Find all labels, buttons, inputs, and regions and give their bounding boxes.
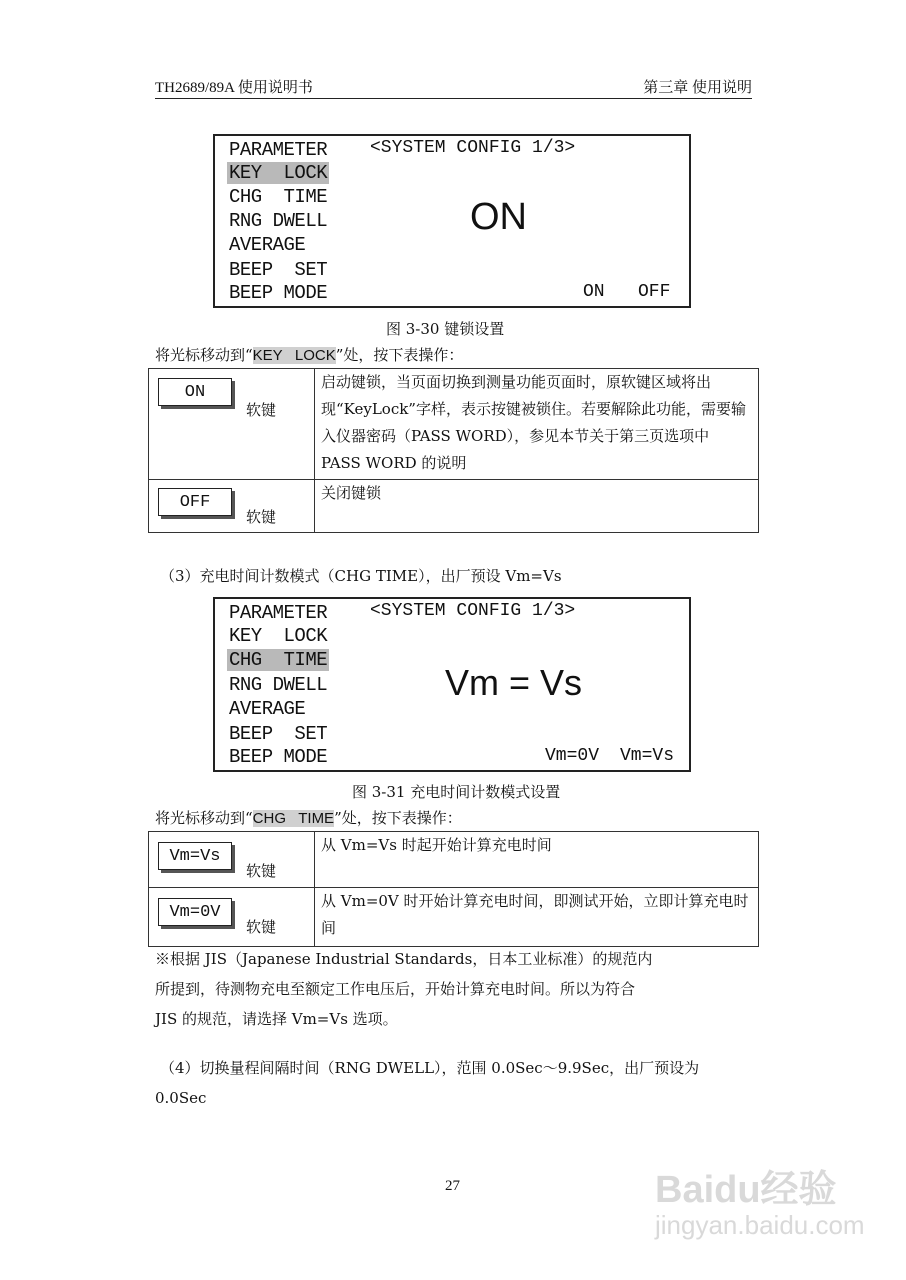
- table-row: [149, 832, 759, 888]
- lcd-value: Vm = Vs: [445, 662, 583, 703]
- description-cell: 从 Vm=Vs 时起开始计算充电时间: [315, 832, 759, 888]
- lcd-screen-chg-time: [213, 597, 691, 772]
- instruction-highlight: KEY LOCK: [252, 347, 336, 364]
- menu-item-beep-set: BEEP SET: [229, 723, 328, 745]
- figure-caption-3-30: 图 3-30 键锁设置: [386, 320, 505, 338]
- key-cell: [149, 888, 315, 947]
- lcd-option-vm-vs: Vm=Vs: [620, 746, 675, 766]
- description-cell: 关闭键锁: [315, 480, 759, 533]
- key-cell: [149, 480, 315, 533]
- menu-item-chg-time: CHG TIME: [229, 186, 328, 208]
- on-softkey[interactable]: ON: [158, 378, 232, 406]
- baidu-watermark-url: jingyan.baidu.com: [655, 1210, 865, 1240]
- instruction-suffix: ”处，按下表操作：: [334, 809, 462, 827]
- menu-item-chg-time: CHG TIME: [229, 649, 328, 671]
- figure-caption-3-31: 图 3-31 充电时间计数模式设置: [352, 783, 561, 801]
- key-cell: [149, 369, 315, 480]
- instruction-prefix: 将光标移动到“: [155, 809, 253, 827]
- vm-0v-softkey[interactable]: Vm=0V: [158, 898, 232, 926]
- menu-item-key-lock: KEY LOCK: [229, 162, 328, 184]
- menu-item-beep-set: BEEP SET: [229, 259, 328, 281]
- note-line: JIS 的规范，请选择 Vm=Vs 选项。: [155, 1010, 398, 1028]
- menu-item-parameter: PARAMETER: [229, 139, 328, 161]
- menu-item-rng-dwell: RNG DWELL: [229, 210, 328, 232]
- menu-item-beep-mode: BEEP MODE: [229, 282, 328, 304]
- instruction-highlight: CHG TIME: [252, 810, 335, 827]
- chg-time-table: [148, 831, 759, 947]
- table-row: [149, 480, 759, 533]
- menu-item-parameter: PARAMETER: [229, 602, 328, 624]
- off-softkey[interactable]: OFF: [158, 488, 232, 516]
- instruction-key-lock: [155, 345, 463, 366]
- softkey-label: 软键: [246, 862, 277, 880]
- menu-item-beep-mode: BEEP MODE: [229, 746, 328, 768]
- menu-item-rng-dwell: RNG DWELL: [229, 674, 328, 696]
- baidu-watermark-logo: Baidu经验: [655, 1169, 837, 1211]
- lcd-option-vm-0v: Vm=0V: [545, 746, 600, 766]
- page-number: 27: [445, 1178, 460, 1194]
- key-lock-table: [148, 368, 759, 533]
- menu-item-average: AVERAGE: [229, 698, 306, 720]
- header-rule: [155, 98, 752, 99]
- instruction-suffix: ”处，按下表操作：: [335, 346, 464, 364]
- key-cell: [149, 832, 315, 888]
- vm-vs-softkey[interactable]: Vm=Vs: [158, 842, 232, 870]
- section-4-text: [155, 1053, 700, 1113]
- note-line: ※根据 JIS（Japanese Industrial Standards，日本工业标准）的规范内: [155, 950, 653, 968]
- description-cell: 启动键锁，当页面切换到测量功能页面时，原软键区域将出现“KeyLock”字样，表示按键被锁住。若要解除此功能，需要输入仪器密码（PASS WORD），参见本节关于第三页选项中 PASS WORD 的说明: [315, 369, 759, 480]
- lcd-value: ON: [470, 196, 527, 238]
- section-4-line: 0.0Sec: [155, 1089, 207, 1107]
- table-row: [149, 888, 759, 947]
- menu-item-average: AVERAGE: [229, 234, 306, 256]
- lcd-title: <SYSTEM CONFIG 1/3>: [370, 601, 576, 621]
- header-right: 第三章 使用说明: [643, 80, 752, 96]
- header-left: TH2689/89A 使用说明书: [155, 80, 313, 96]
- section-3-heading: （3）充电时间计数模式（CHG TIME），出厂预设 Vm=Vs: [160, 567, 562, 585]
- lcd-option-on: ON: [583, 282, 605, 302]
- note-line: 所提到，待测物充电至额定工作电压后，开始计算充电时间。所以为符合: [155, 980, 636, 998]
- jis-note: [155, 944, 652, 1034]
- table-row: [149, 369, 759, 480]
- lcd-option-off: OFF: [638, 282, 671, 302]
- section-4-line: （4）切换量程间隔时间（RNG DWELL），范围 0.0Sec～9.9Sec，出厂预设为: [160, 1059, 700, 1077]
- softkey-label: 软键: [246, 918, 277, 936]
- softkey-label: 软键: [246, 508, 277, 526]
- lcd-title: <SYSTEM CONFIG 1/3>: [370, 138, 576, 158]
- lcd-screen-key-lock: [213, 134, 691, 308]
- instruction-prefix: 将光标移动到“: [155, 346, 253, 364]
- menu-item-key-lock: KEY LOCK: [229, 625, 328, 647]
- description-cell: 从 Vm=0V 时开始计算充电时间，即测试开始，立即计算充电时间: [315, 888, 759, 947]
- softkey-label: 软键: [246, 401, 277, 419]
- instruction-chg-time: [155, 808, 462, 829]
